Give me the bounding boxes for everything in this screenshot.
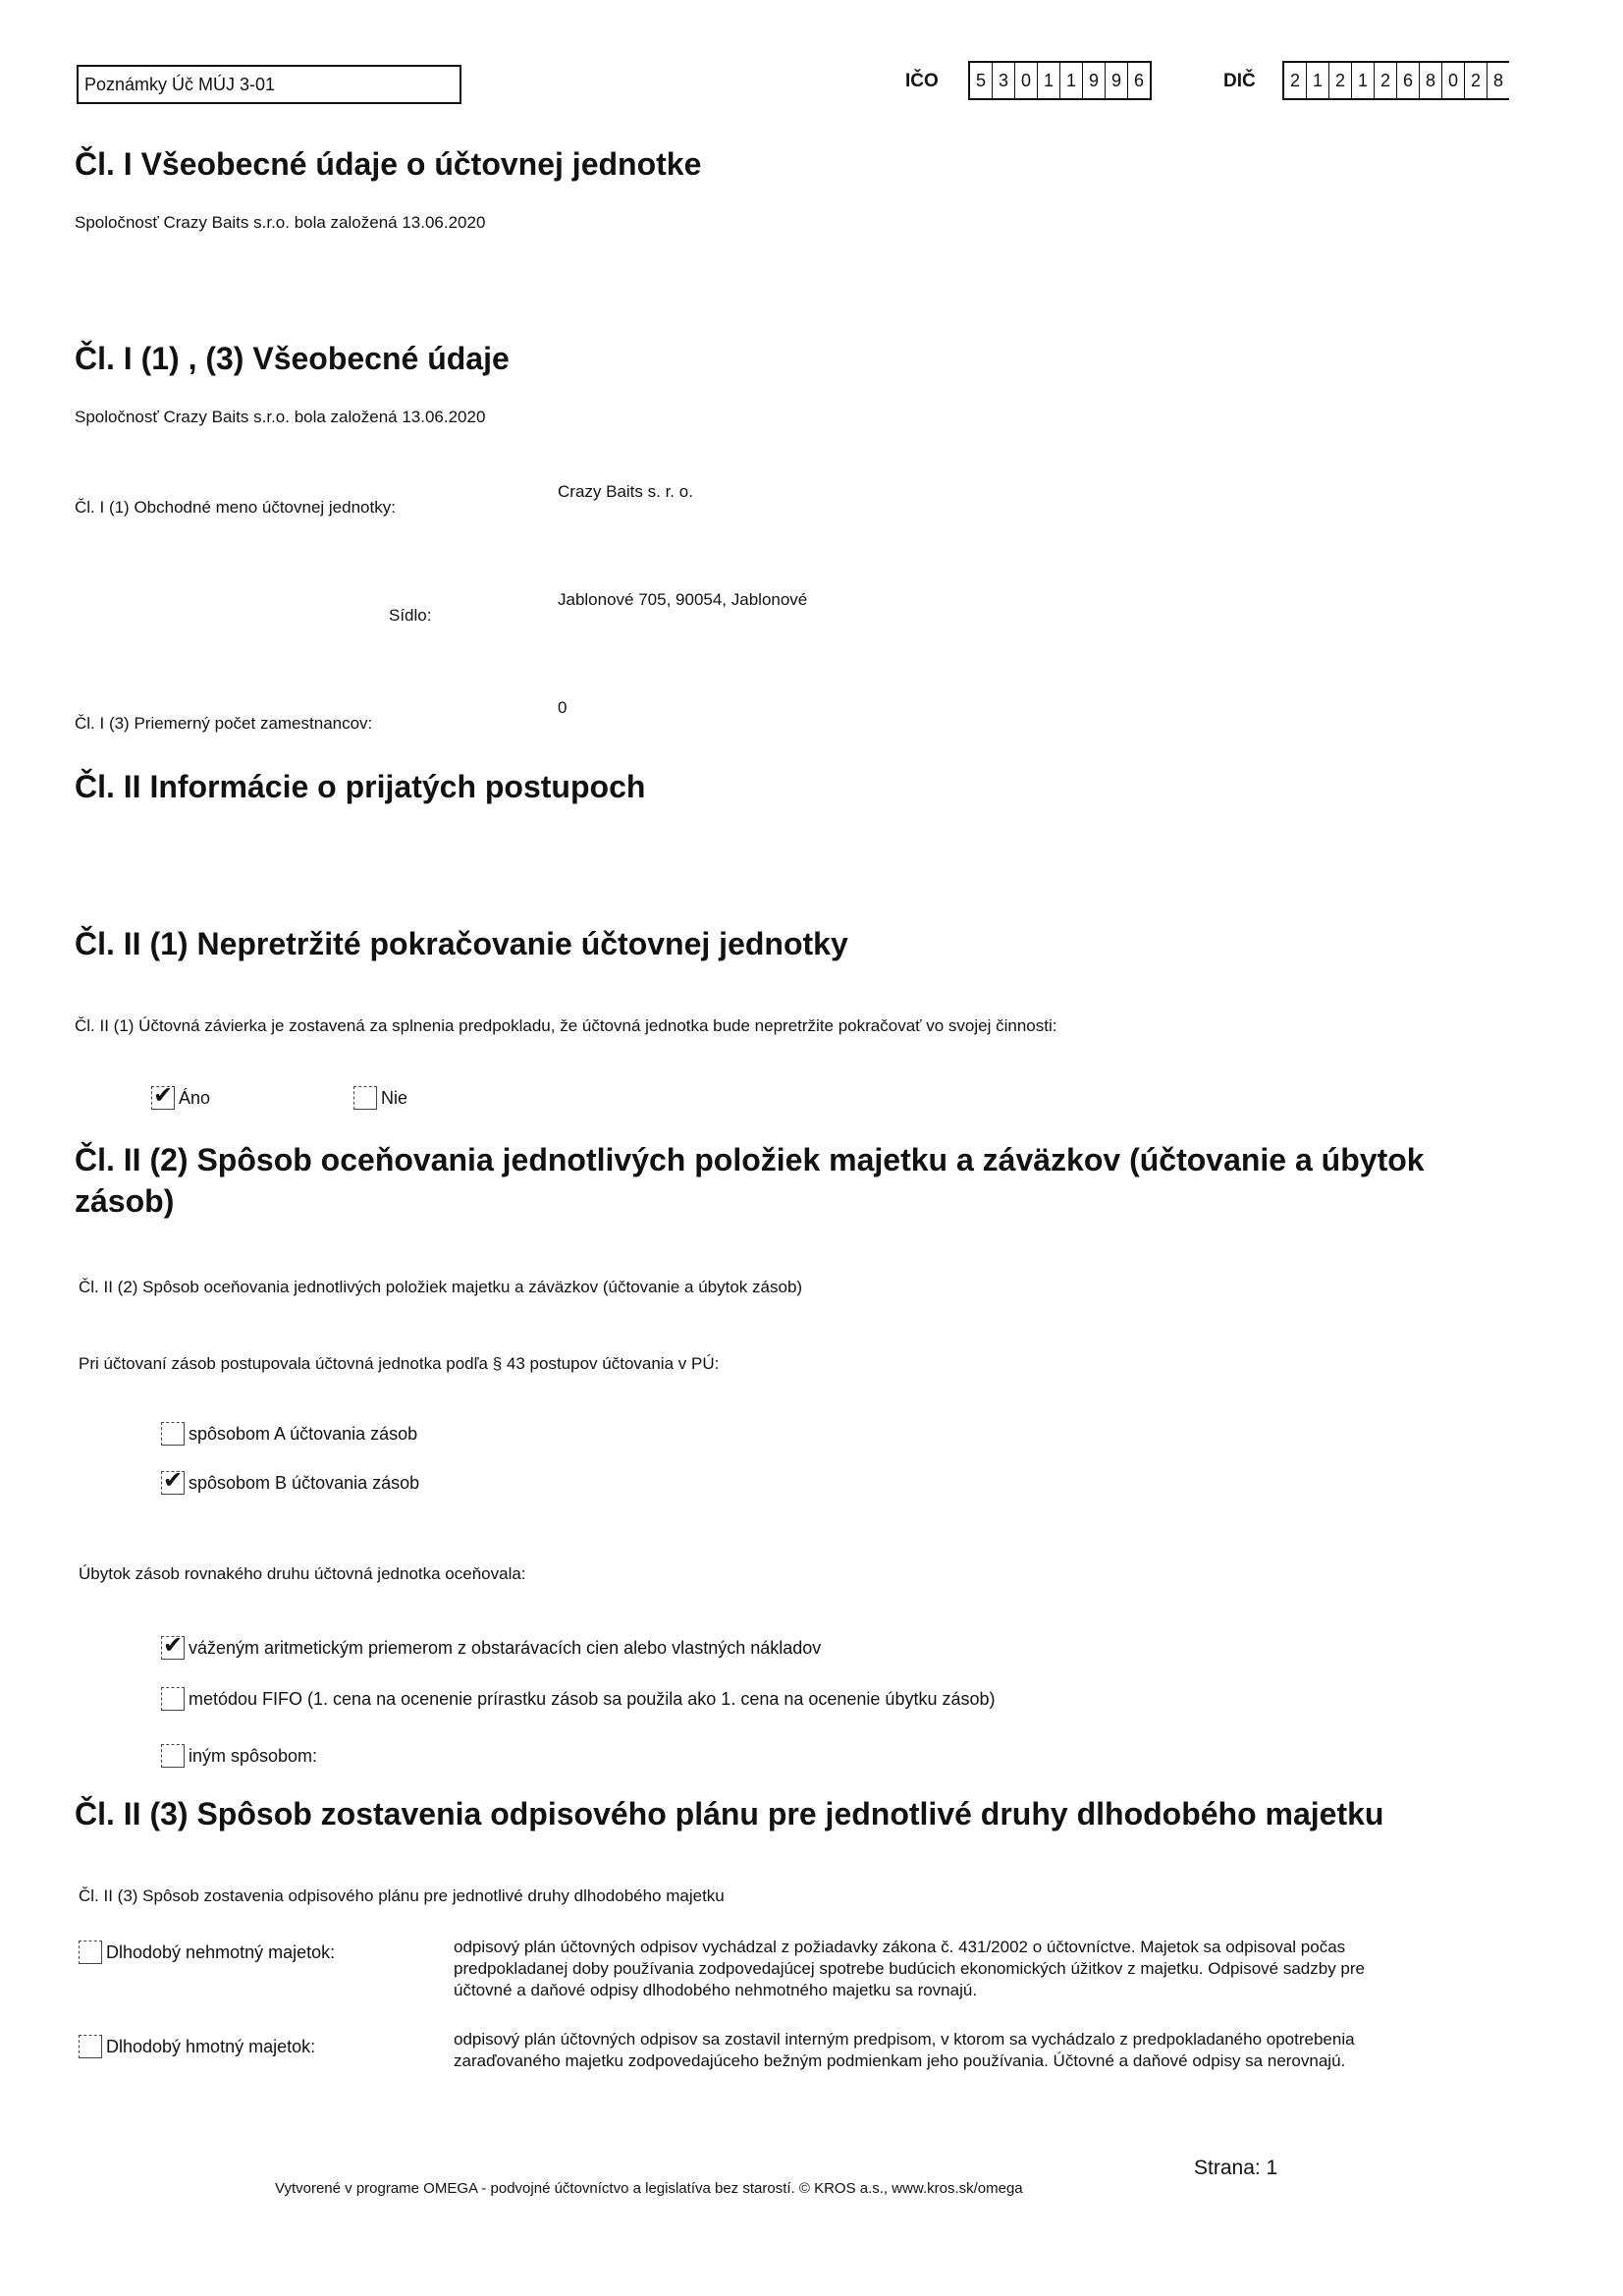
- ico-digit: 3: [993, 63, 1015, 98]
- option-fifo-label: metódou FIFO (1. cena na ocenenie prírastku zásob sa použila ako 1. cena na ocenenie úbytku zásob): [189, 1688, 996, 1709]
- employees-value: 0: [558, 698, 568, 717]
- checkbox-weighted-average[interactable]: [161, 1632, 185, 1660]
- intangible-description: [454, 1937, 1623, 2001]
- dic-digit: 8: [1420, 63, 1442, 98]
- inventory-method-text: Pri účtovaní zásob postupovala účtovná jednotka podľa § 43 postupov účtovania v PÚ:: [79, 1354, 720, 1373]
- section-3-title: Čl. II Informácie o prijatých postupoch: [75, 769, 646, 804]
- ico-digit: 1: [1060, 63, 1083, 98]
- option-yes-label: Áno: [179, 1087, 211, 1108]
- ico-digit: 9: [1106, 63, 1128, 98]
- ico-digit: 9: [1083, 63, 1106, 98]
- dic-digit: 6: [1397, 63, 1420, 98]
- seat-value: Jablonové 705, 90054, Jablonové: [558, 590, 808, 609]
- checkbox-intangible[interactable]: [79, 1941, 102, 1964]
- section-6-text: Čl. II (3) Spôsob zostavenia odpisového plánu pre jednotlivé druhy dlhodobého majetku: [79, 1886, 725, 1905]
- intangible-label: Dlhodobý nehmotný majetok:: [106, 1941, 336, 1962]
- seat-label: Sídlo:: [389, 606, 432, 625]
- option-weighted-average-label: váženým aritmetickým priemerom z obstarávacích cien alebo vlastných nákladov: [189, 1637, 822, 1658]
- form-name: Poznámky Úč MÚJ 3-01: [84, 75, 276, 94]
- option-no-label: Nie: [381, 1087, 408, 1108]
- section-2-title: Čl. I (1) , (3) Všeobecné údaje: [75, 341, 510, 376]
- intangible-line-3: účtovné a daňové odpisy dlhodobého nehmotného majetku sa rovnajú.: [454, 1981, 978, 1999]
- ico-digit-boxes: [968, 61, 1152, 100]
- ico-digit: 6: [1133, 71, 1144, 90]
- ico-digit: 0: [1015, 63, 1038, 98]
- ico-digit: 5: [970, 63, 993, 98]
- page-number: Strana: 1: [1194, 2157, 1278, 2179]
- checkbox-other[interactable]: [161, 1744, 185, 1768]
- check-icon: ✔: [163, 1632, 184, 1659]
- option-weighted-average[interactable]: [161, 1632, 822, 1660]
- inventory-decrease-text: Úbytok zásob rovnakého druhu účtovná jednotka oceňovala:: [79, 1564, 526, 1583]
- dic-digit: 8: [1492, 71, 1503, 90]
- dic-digit: 2: [1465, 63, 1488, 98]
- section-5-text: Čl. II (2) Spôsob oceňovania jednotlivých položiek majetku a záväzkov (účtovanie a úbytok zásob): [79, 1278, 803, 1296]
- tangible-line-1: odpisový plán účtovných odpisov sa zostavil interným predpisom, v ktorom sa vychádzalo z predpokladaného opotrebenia: [454, 2030, 1355, 2049]
- option-method-a[interactable]: [161, 1422, 417, 1446]
- dic-digit: 0: [1442, 63, 1465, 98]
- check-icon: ✔: [153, 1082, 174, 1109]
- dic-digit: 2: [1284, 63, 1307, 98]
- section-5-title-line-1: Čl. II (2) Spôsob oceňovania jednotlivých položiek majetku a záväzkov (účtovanie a úbytok: [75, 1142, 1425, 1177]
- dic-digit: 2: [1329, 63, 1352, 98]
- ico-digit: 1: [1038, 63, 1060, 98]
- checkbox-fifo[interactable]: [161, 1687, 185, 1711]
- business-name-value: Crazy Baits s. r. o.: [558, 482, 693, 501]
- footer-credit: Vytvorené v programe OMEGA - podvojné účtovníctvo a legislatíva bez starostí. © KROS a.s., www.kros.sk/omega: [275, 2180, 1023, 2197]
- option-other[interactable]: [161, 1744, 317, 1768]
- option-method-b-label: spôsobom B účtovania zásob: [189, 1472, 420, 1493]
- ico-label: IČO: [905, 71, 939, 91]
- option-yes[interactable]: [151, 1082, 211, 1110]
- section-1-text: Spoločnosť Crazy Baits s.r.o. bola založená 13.06.2020: [75, 213, 486, 232]
- intangible-line-1: odpisový plán účtovných odpisov vychádzal z požiadavky zákona č. 431/2002 o účtovníctve. Majetok sa odpisoval počas: [454, 1938, 1346, 1956]
- checkbox-no[interactable]: [353, 1086, 377, 1110]
- dic-label: DIČ: [1223, 71, 1256, 91]
- section-5-title-line-2: zásob): [75, 1183, 175, 1219]
- check-icon: ✔: [163, 1467, 184, 1494]
- intangible-asset-row[interactable]: [79, 1941, 335, 1964]
- option-other-label: iným spôsobom:: [189, 1745, 318, 1766]
- dic-digit: 1: [1307, 63, 1329, 98]
- tangible-line-2: zaraďovaného majetku zodpovedajúceho bežným podmienkam jeho používania. Účtovné a daňové odpisy sa nerovnajú.: [454, 2051, 1346, 2070]
- business-name-label: Čl. I (1) Obchodné meno účtovnej jednotky:: [75, 498, 396, 517]
- tangible-label: Dlhodobý hmotný majetok:: [106, 2036, 316, 2056]
- checkbox-yes[interactable]: [151, 1082, 175, 1110]
- section-6-title: Čl. II (3) Spôsob zostavenia odpisového plánu pre jednotlivé druhy dlhodobého majetku: [75, 1796, 1384, 1831]
- tangible-asset-row[interactable]: [79, 2035, 315, 2058]
- intangible-line-2: predpokladanej doby používania zodpovedajúcej spotrebe budúcich ekonomických úžitkov z majetku. Odpisové sadzby pre: [454, 1959, 1366, 1978]
- option-no[interactable]: [353, 1086, 407, 1110]
- option-fifo[interactable]: [161, 1687, 996, 1711]
- section-2-text: Spoločnosť Crazy Baits s.r.o. bola založená 13.06.2020: [75, 408, 486, 426]
- tangible-description: [454, 2029, 1623, 2072]
- option-method-b[interactable]: [161, 1467, 420, 1495]
- checkbox-method-b[interactable]: [161, 1467, 185, 1495]
- dic-digit: 2: [1375, 63, 1397, 98]
- employees-label: Čl. I (3) Priemerný počet zamestnancov:: [75, 714, 373, 733]
- section-1-title: Čl. I Všeobecné údaje o účtovnej jednotke: [75, 146, 702, 182]
- section-4-text: Čl. II (1) Účtovná závierka je zostavená za splnenia predpokladu, že účtovná jednotka bude nepretržite pokračovať vo svojej činnosti:: [75, 1016, 1057, 1035]
- checkbox-method-a[interactable]: [161, 1422, 185, 1446]
- checkbox-tangible[interactable]: [79, 2035, 102, 2058]
- dic-digit-boxes: [1282, 61, 1509, 100]
- section-4-title: Čl. II (1) Nepretržité pokračovanie účtovnej jednotky: [75, 926, 848, 961]
- dic-digit: 1: [1352, 63, 1375, 98]
- option-method-a-label: spôsobom A účtovania zásob: [189, 1423, 418, 1444]
- form-name-box: [77, 65, 461, 104]
